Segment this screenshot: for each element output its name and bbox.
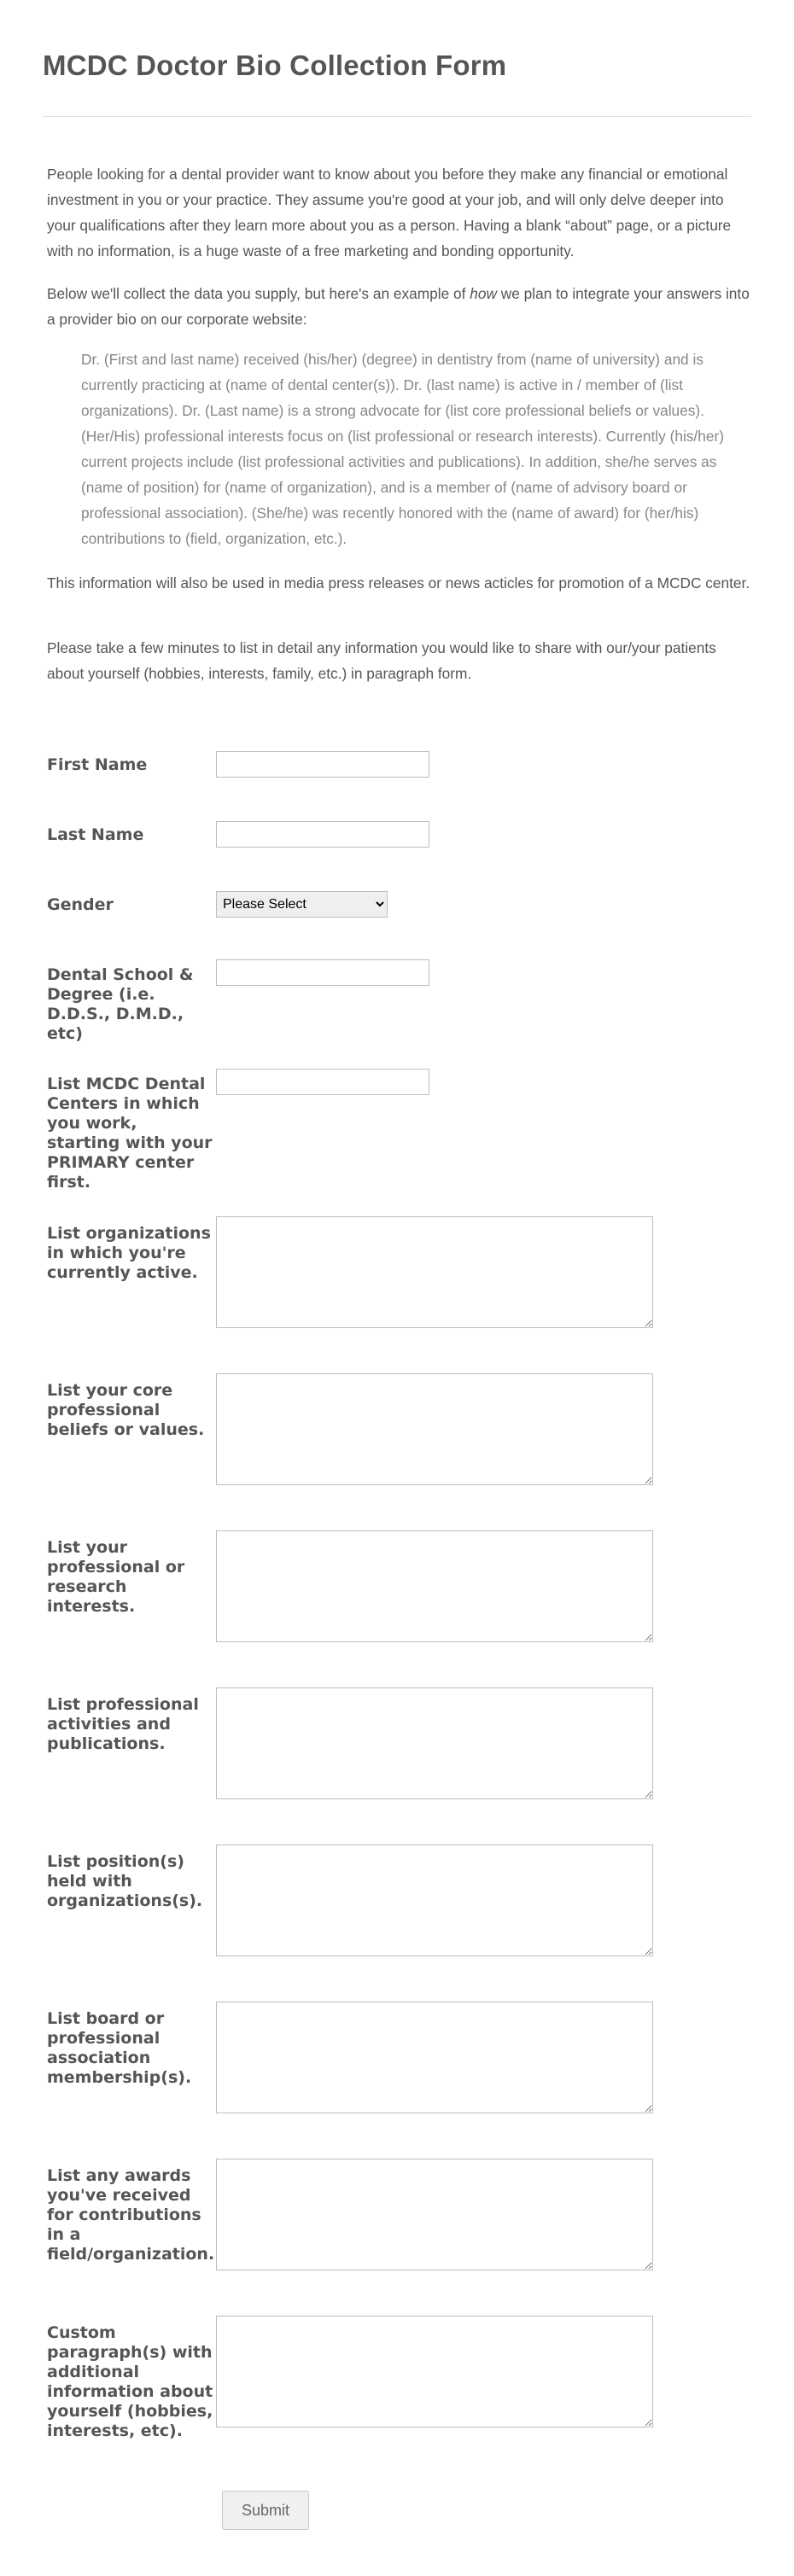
custom-paragraph-label: Custom paragraph(s) with additional information about yourself (hobbies, interests, etc).	[47, 2323, 213, 2440]
intro-2-before: Below we'll collect the data you supply, but here's an example of	[47, 285, 470, 302]
awards-label: List any awards you've received for contributions in a field/organization.	[47, 2166, 215, 2264]
interests-textarea[interactable]	[216, 1530, 653, 1642]
organizations-label: List organizations in which you're currently active.	[47, 1224, 211, 1282]
form-title: MCDC Doctor Bio Collection Form	[43, 50, 507, 81]
intro-2-after: we plan to integrate your answers into a provider bio on our corporate website:	[47, 285, 750, 328]
interests-label: List your professional or research interests.	[47, 1538, 185, 1616]
last-name-input[interactable]	[216, 821, 429, 848]
centers-label: List MCDC Dental Centers in which you work, starting with your PRIMARY center first.	[47, 1075, 213, 1192]
submit-button[interactable]: Submit	[222, 2491, 309, 2530]
last-name-label: Last Name	[47, 825, 144, 844]
board-textarea[interactable]	[216, 2002, 653, 2113]
first-name-label: First Name	[47, 755, 148, 774]
centers-input[interactable]	[216, 1069, 429, 1095]
activities-label: List professional activities and publications.	[47, 1695, 199, 1753]
gender-label: Gender	[47, 895, 114, 914]
beliefs-label: List your core professional beliefs or values.	[47, 1381, 205, 1439]
dental-school-input[interactable]	[216, 959, 429, 986]
intro-2-emphasis: how	[470, 285, 497, 302]
first-name-input[interactable]	[216, 751, 429, 778]
intro-paragraph-2	[47, 281, 756, 332]
header-divider	[43, 116, 751, 117]
positions-textarea[interactable]	[216, 1845, 653, 1956]
intro-paragraph-3: This information will also be used in media press releases or news acticles for promotion of a MCDC center.	[47, 574, 750, 592]
activities-textarea[interactable]	[216, 1687, 653, 1799]
intro-paragraph-1: People looking for a dental provider want to know about you before they make any financial or emotional investment in you or your practice. They assume you're good at your job, and will only delve deeper into your qualifications after they learn more about you as a person. Having a blank “about” page, or a picture with no information, is a huge waste of a free marketing and bonding opportunity.	[47, 166, 732, 259]
dental-school-label: Dental School & Degree (i.e. D.D.S., D.M.D., etc)	[47, 965, 194, 1043]
intro-paragraph-4: Please take a few minutes to list in detail any information you would like to share with our/your patients about yourself (hobbies, interests, family, etc.) in paragraph form.	[47, 639, 716, 682]
positions-label: List position(s) held with organizations(s).	[47, 1852, 203, 1910]
custom-paragraph-textarea[interactable]	[216, 2316, 653, 2427]
organizations-textarea[interactable]	[216, 1216, 653, 1328]
beliefs-textarea[interactable]	[216, 1373, 653, 1485]
gender-select[interactable]	[216, 891, 388, 918]
board-label: List board or professional association membership(s).	[47, 2009, 192, 2087]
awards-textarea[interactable]	[216, 2159, 653, 2270]
example-bio-quote: Dr. (First and last name) received (his/her) (degree) in dentistry from (name of university) and is currently practicing at (name of dental center(s)). Dr. (last name) is active in / member of (list organizations). Dr. (Last name) is a strong advocate for (list core professional beliefs or values). (Her/His) professional interests focus on (list professional or research interests). Currently (his/her) current projects include (list professional activities and publications). In addition, she/he serves as (name of position) for (name of organization), and is a member of (name of advisory board or professional association). (She/he) was recently honored with the (name of award) for (her/his) contributions to (field, organization, etc.).	[81, 351, 724, 547]
